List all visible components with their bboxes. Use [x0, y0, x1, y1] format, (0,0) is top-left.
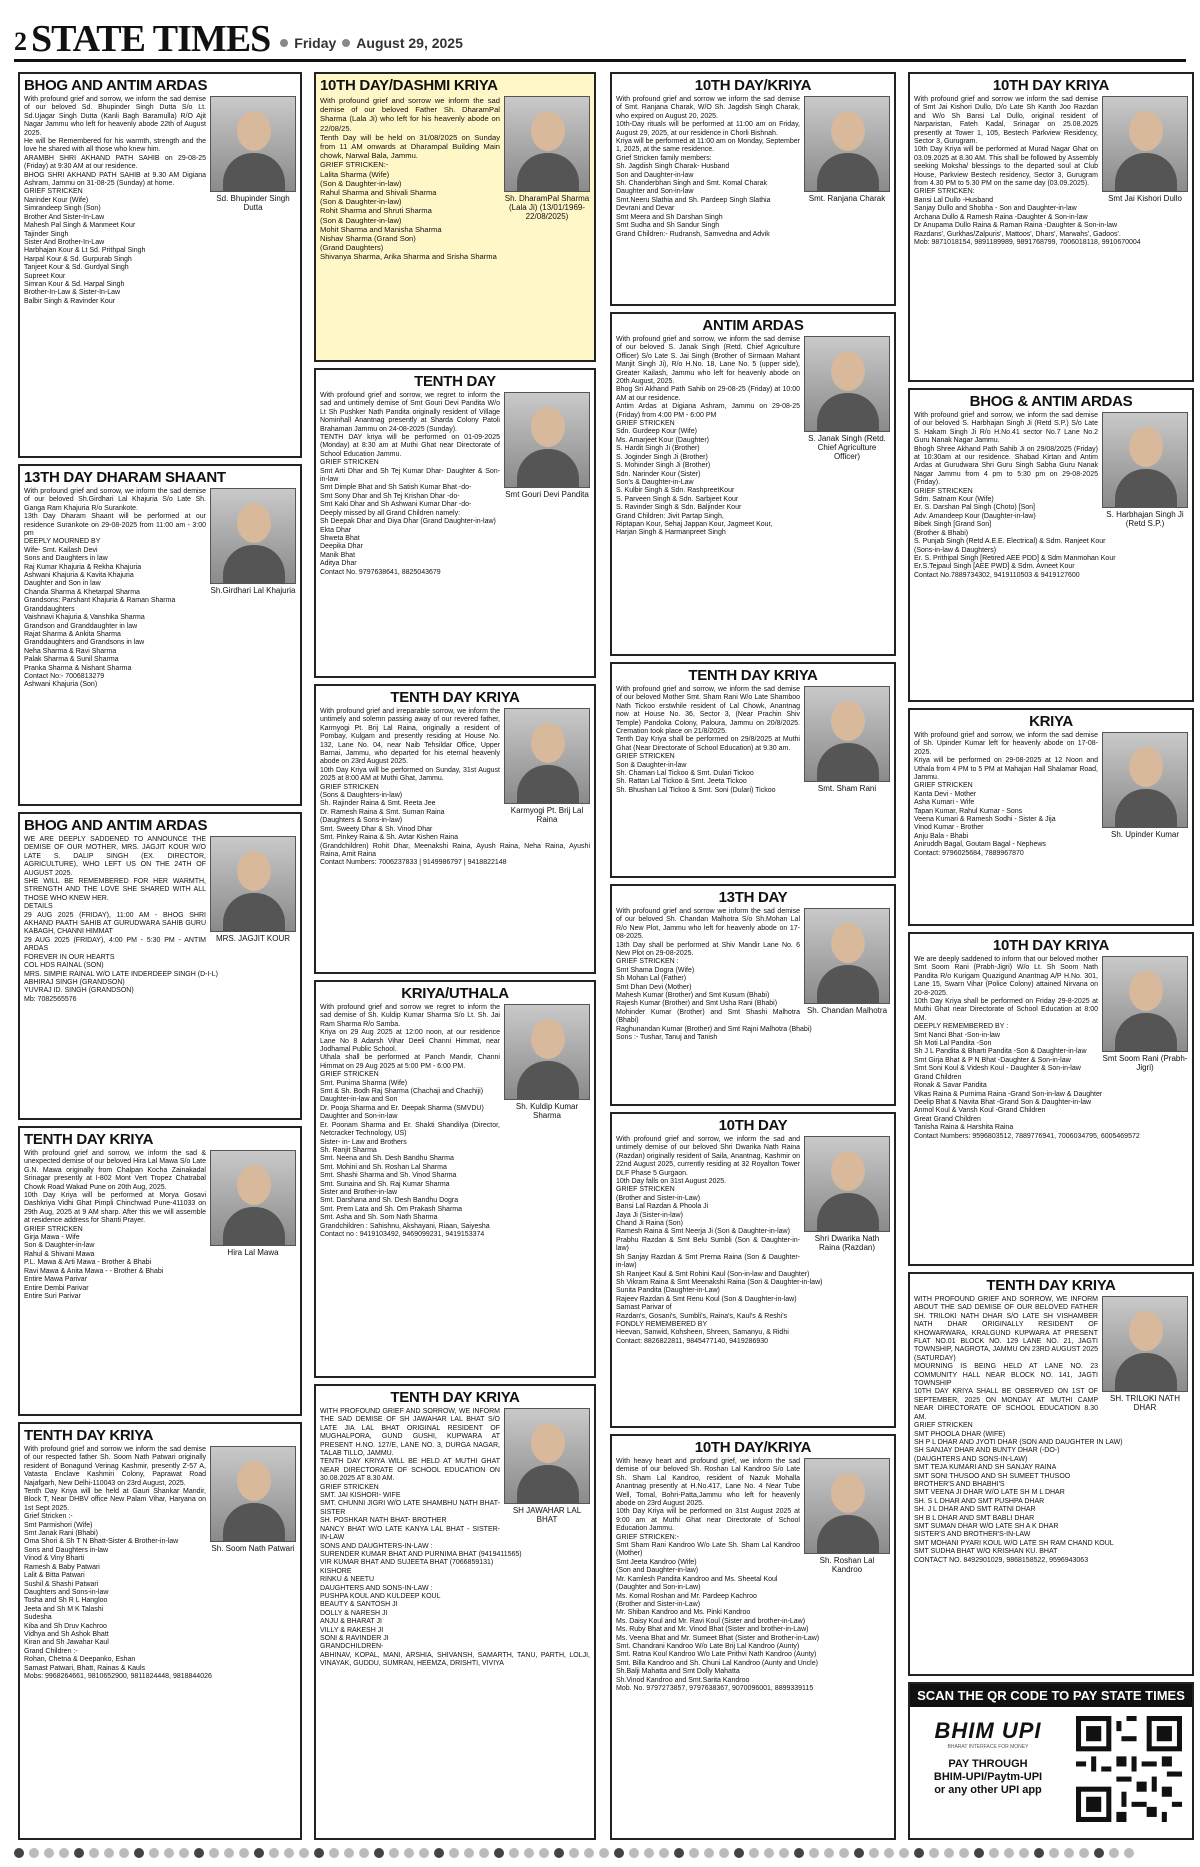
obituary-ad	[18, 1126, 302, 1416]
dateline-date: August 29, 2025	[356, 35, 463, 51]
portrait	[210, 836, 296, 943]
portrait-photo	[804, 686, 890, 782]
ad-body: We are deeply saddened to inform that our beloved mother Smt Soom Rani (Prabh-Jigri) W/o Lt. Sh Soom Nath Pandita R/o Kurigam Quazigund Anantnag A/P H.No. 301, Lane 15, Swarn Vihar (Police Colony) attained Nirvana on 20-8-2025. 10th Day Kriya shall be performed on Friday 29-8-2025 at Muthi Ghat near Directorate of School Education at 8:00 AM. DEEPLY REMEMBERED BY : Smt Nanci Bhat -Son-in-law Sh Moti Lal Pandita -Son Sh J L Pandita & Bharti Pandita -Son & Daughter-in-law Smt Girja Bhat & P N Bhat -Daughter & Son-in-law Smt Soni Koul & Videsh Koul - Daughter & Son-in-law Grand Children Ronak & Savar Pandita Vikas Raina & Purnima Raina -Grand Son-in-law & Daughter Deelip Bhat & Navita Bhat -Grand Son & Daughter-in-law Anmol Koul & Vansh Koul -Grand Children Great Grand Children Tanisha Raina & Harshita Raina Contact Numbers: 9596803512, 7889776941, 7006034795, 6005469572	[914, 956, 1140, 1140]
ad-body: WE ARE DEEPLY SADDENED TO ANNOUNCE THE DEMISE OF OUR MOTHER, MRS. JAGJIT KOUR W/O LATE S. DALIP SINGH (EX. DIRECTOR, AGRICULTURE), WHO LEFT US ON THE 24TH OF AUGUST 2025. SHE WILL BE REMEMBERED FOR HER WARMTH, STRENGTH AND THE LOVE SHE SHARED WITH ALL THOSE WHO KNEW HER. DETAILS 29 AUG 2025 (FRIDAY), 11:00 AM - BHOG SHRI AKHAND PAATH SAHIB AT GURUDWARA SAHIB GURU KABAGH, CHANNI HIMMAT 29 AUG 2025 (FRIDAY), 4:00 PM - 5:30 PM - ANTIM ARDAS FOREVER IN OUR HEARTS COL HDS RAINAL (SON) MRS. SIMPIE RAINAL W/O LATE INDERDEEP SINGH (D-I-L) ABHIRAJ SINGH (GRANDSON) YUVRAJ ID. SINGH (GRANDSON) Mb: 7082565576	[24, 836, 218, 1003]
ad-title: BHOG AND ANTIM ARDAS	[24, 77, 208, 94]
portrait-caption: Karmyogi Pt. Brij Lal Raina	[510, 806, 584, 824]
portrait	[1102, 412, 1188, 528]
obituary-ad	[18, 72, 302, 458]
portrait-caption: SH JAWAHAR LAL BHAT	[512, 1506, 582, 1524]
obituary-ad	[610, 662, 896, 878]
ad-title: TENTH DAY KRIYA	[390, 1389, 520, 1406]
portrait-photo	[210, 96, 296, 192]
ad-title: 10TH DAY/KRIYA	[694, 77, 812, 94]
portrait	[504, 392, 590, 499]
upi-payment-ad	[908, 1682, 1194, 1840]
portrait	[504, 1004, 590, 1120]
obituary-ad	[610, 312, 896, 656]
portrait-caption: Sh. DharamPal Sharma (Lala Ji) (13/01/1969-22/08/2025)	[504, 194, 590, 221]
ad-body: With profound grief and sorrow we inform the sad demise of Smt. Ranjana Charak, W/O Sh. Jagdish Singh Charak, who expired on August 20, 2025. 10th-Day rituals will be performed at 11:00 am on Friday, August 29, 2025, at our residence in Chorli Bishnah. Kriya will be performed at 11:00 am on Monday, September 1, 2025, at the same residence. Grief Stricken family members: Sh. Jagdish Singh Charak- Husband Son and Daughter-in-law Sh. Chanderbhan Singh and Smt. Komal Charak Daughter and Son-in-law Smt.Neeru Slathia and Sh. Pardeep Singh Slathia Devrani and Devar Smt Meera and Sh Darshan Singh Smt Sudha and Sh Sandur Singh Grand Children:- Rudransh, Samvedna and Advik	[616, 96, 800, 238]
portrait-photo	[1102, 956, 1188, 1052]
obituary-ad	[18, 464, 302, 806]
portrait	[504, 1408, 590, 1524]
obituary-ad	[18, 1422, 302, 1840]
portrait	[1102, 956, 1188, 1072]
obituary-ad	[908, 388, 1194, 702]
ad-body: With heavy heart and profound grief, we inform the sad demise of our beloved Sh. Roshan Lal Kandroo S/o Late Sh. Sham Lal Kandroo, resident of Nazuk Mohalla Anantnag presently at H.No.417, Lane No. 4 Near Tube Well, Tomal, Bohri-Patta,Jammu who left for heavenly abode on 23rd August 2025. 10th Day Kriya will be performed on 31st August 2025 at 9:00 am at Muthi Ghat near Directorate of School Education Jammu. GRIEF STRICKEN:- Smt Sham Rani Kandroo W/o Late Sh. Sham Lal Kandroo (Mother) Smt Jeeta Kandroo (Wife) (Son and Daughter-in-law) Mr. Kamlesh Pandita Kandroo and Ms. Sheetal Koul (Daughter and Son-in-Law) Ms. Komal Roshan and Mr. Pardeep Kachroo (Brother and Sister-in-Law) Mr. Shiban Kandroo and Ms. Pinki Kandroo Ms. Daisy Koul and Mr. Ravi Koul (Sister and brother-in-Law) Ms. Ruby Bhat and Mr. Vinod Bhat (Sister and brother-in-Law) Ms. Veena Bhat and Mr. Sumeet Bhat (Sister and Brother-in-Law) Smt. Chandrani Kandroo W/o Late Brij Lal Kandroo (Aunty) Smt. Ratna Koul Kandroo W/o Late Prithvi Nath Kandroo (Aunty) Smt. Billa Kandroo and Sh. Chuni Lal Kandroo (Aunty and Uncle) Sh.Balji Mahatta and Smt Dolly Mahatta Sh.Vinod Kandroo and Smt.Sarita Kandroo Mob. No. 9797273857, 9797638367, 9070096001, 8899339115	[616, 1458, 820, 1692]
portrait-photo	[504, 1004, 590, 1100]
ad-title: KRIYA/UTHALA	[401, 985, 509, 1002]
portrait-photo	[804, 908, 890, 1004]
portrait-photo	[804, 1136, 890, 1232]
obituary-ad	[610, 884, 896, 1106]
portrait-photo	[504, 392, 590, 488]
ad-body: With profound grief and sorrow, we inform the sad demise of our beloved S. Janak Singh (Retd. Chief Agriculture Officer) S/o Late S. Jai Singh (Brother of Sirmaan Mahant Manjit Singh Ji), R/o H.No. 18, Lane No. 5 (upper side), Greater Kailash, Jammu who left for heavenly abode on 20th August, 2025. Bhog Sri Akhand Path Sahib on 29-08-25 (Friday) at 10:00 AM at our residence. Antim Ardas at Digiana Ashram, Jammu on 29-08-25 (Friday) from 4:00 PM - 6:00 PM GRIEF STRICKEN Sdn. Gurdeep Kour (Wife) Ms. Amarjeet Kour (Daughter) S. Hardit Singh Ji (Brother) S. Joginder Singh Ji (Brother) S. Mohinder Singh Ji (Brother) Sdn. Narinder Kour (Sister) Son's & Daughter-in-Law S. Kulbir Singh & Sdn. RashpreetKour S. Parveen Singh & Sdn. Sarbjeet Kour S. Ravinder Singh & Sdn. Baljinder Kour Grand Children: Jivit Partap Singh, Riptapan Kour, Sehaj Jappan Kour, Jagmeet Kour, Harjan Singh & Harmanpreet Singh	[616, 336, 800, 537]
obituary-ad	[610, 1434, 896, 1840]
portrait	[504, 96, 590, 221]
portrait-caption: Sd. Bhupinder Singh Dutta	[216, 194, 290, 212]
masthead	[14, 18, 1186, 62]
portrait-photo	[804, 96, 890, 192]
portrait	[804, 1458, 890, 1574]
portrait	[804, 686, 890, 793]
ad-body: With profound grief and sorrow we inform the sad demise of our beloved Sh. Chandan Malhotra S/o Sh.Mohan Lal R/o New Plot, Jammu who left for heavenly abode on 17-08-2025. 13th Day shall be performed at Shiv Mandir Lane No. 6 New Plot on 29-08-2025. GRIEF STRICKEN : Smt Shama Dogra (Wife) Sh Mohan Lal (Father) Smt Dhan Devi (Mother) Mahesh Kumar (Brother) and Smt Kusum (Bhabi) Rajesh Kumar (Brother) and Smt Usha Rani (Bhabi) Mohinder Kumar (Brother) and Smt Shashi Malhotra (Bhabi) Raghunandan Kumar (Brother) and Smt Rajni Malhotra (Bhabi) Sons :- Tushar, Tanuj and Tanish	[616, 908, 812, 1042]
portrait-photo	[1102, 412, 1188, 508]
portrait	[504, 708, 590, 824]
ad-body: With profound grief and sorrow, we inform the sad & unexpected demise of our beloved Hira Lal Mawa S/o Late G.N. Mawa originally from Chalpan Kocha Zainakadal Srinagar presently at I-802 Mont Vert Tropez Chatrabal Chowk Road Wakad Pune on 20th Aug, 2025. 10th Day Kriya will be performed at Morya Gosavi Dashkriya Vidhi Ghat Pimpli Chinchwad Pune-411033 on 29th Aug, 2025 at 9 AM sharp. After this we will assemble at residence address for Shanti Prayer. GRIEF STRICKEN Girja Mawa - Wife Son & Daughter-in-law Rahul & Shivani Mawa P.L. Mawa & Arti Mawa - Brother & Bhabi Ravi Mawa & Anita Mawa - - Brother & Bhabi Entire Mawa Parivar Entire Dembi Parivar Entire Suri Parivar	[24, 1150, 206, 1300]
portrait	[804, 96, 890, 203]
ad-title: KRIYA	[1029, 713, 1073, 730]
portrait-photo	[210, 1446, 296, 1542]
qr-code-icon[interactable]	[1076, 1716, 1182, 1822]
ad-title: 10TH DAY KRIYA	[992, 937, 1110, 954]
portrait	[210, 1150, 296, 1257]
obituary-ad	[314, 1384, 596, 1840]
ad-title: 13TH DAY	[718, 889, 788, 906]
portrait-photo	[210, 1150, 296, 1246]
obituary-ad-highlighted	[314, 72, 596, 362]
ad-title: TENTH DAY KRIYA	[24, 1131, 154, 1148]
ad-title: BHOG AND ANTIM ARDAS	[24, 817, 208, 834]
portrait-photo	[1102, 1296, 1188, 1392]
ad-title: 10TH DAY/DASHMI KRIYA	[320, 77, 498, 94]
footer-dots	[14, 1846, 1186, 1860]
portrait-caption: Sh. Roshan Lal Kandroo	[819, 1556, 875, 1574]
obituary-ad	[908, 708, 1194, 926]
paper-logo: STATE TIMES	[31, 18, 271, 60]
bhim-tagline: BHARAT INTERFACE FOR MONEY	[947, 1744, 1029, 1750]
ad-body: WITH PROFOUND GRIEF AND SORROW, WE INFORM THE SAD DEMISE OF SH JAWAHAR LAL BHAT S/O LATE JIA LAL BHAT ORIGINAL RESIDENT OF MUGHALPORA, GUND GUSHI, KUPWARA AT PRESENT H.NO. 127/E, LANE NO. 3, DURGA NAGAR, TALAB TILLO, JAMMU. TENTH DAY KRIYA WILL BE HELD AT MUTHI GHAT NEAR DIRECTORATE OF SCHOOL EDUCATION ON 30.08.2025 AT 8.30 AM. GRIEF STRICKEN SMT. JAI KISHORI- WIFE SMT. CHUNNI JIGRI W/O LATE SHAMBHU NATH BHAT- SISTER SH. POSHKAR NATH BHAT- BROTHER NANCY BHAT W/O LATE KANYA LAL BHAT - SISTER-IN-LAW SONS AND DAUGHTERS-IN-LAW : SURENDER KUMAR BHAT AND PURNIMA BHAT (9419411565) VIR KUMAR BHAT AND SUJEETA BHAT (7066859131) KISHORE RINKU & NEETU DAUGHTERS AND SONS-IN-LAW : PUSHPA KOUL AND KULDEEP KOUL BEAUTY & SANTOSH JI DOLLY & NARESH JI ANJU & BHARAT JI VILLY & RAKESH JI SONI & RAVINDER JI GRANDCHILDREN- ABHINAV, KOPAL, MANI, ARSHIA, SHIVANSH, SAMARTH, TANU, PARTH, LOLJI, VINAYAK, GUDDU, SUMRAN, HEEMZA, DRISHTI, VIVIYA	[320, 1408, 590, 1668]
ad-body: With profound grief and sorrow, we inform the sad demise of our beloved S. Harbhajan Singh Ji (Retd S.P.) S/o Late S. Hakam Singh Ji R/o H.No.41 sector No.7 Lane No.2 Guru Nanak Nagar Jammu. Bhogh Shree Akhand Path Sahib Ji on 29/08/2025 (Friday) at 10:30am at our residence. Shabad Kirtan and Antim Ardas at Gurudwara Shri Guru Singh Sabha Guru Nanak Nagar Jammu from 4 pm to 5:30 pm on 29-08-2025 (Friday). GRIEF STRICKEN Sdm. Satnam Kour (Wife) Er. S. Darshan Pal Singh (Choto) [Son] Adv. Amandeep Kour (Daughter-in-law) Bibek Singh [Grand Son] (Brother & Bhabi) S. Punjab Singh (Retd A.E.E. Electrical) & Sdrn. Ranjeet Kour (Sons-in-law & Daughters) Er. S. Prithipal Singh [Retired AEE PDD] & Sdm Manmohan Kour Er.S.Tejpaul Singh [AEE PWD] & Sdrn. Avneet Kour Contact No.7889734302, 9419110503 & 9419127600	[914, 412, 1116, 579]
portrait-photo	[504, 96, 590, 192]
portrait-photo	[504, 708, 590, 804]
portrait-caption: Sh.Girdhari Lal Khajuria	[210, 586, 296, 595]
portrait-caption: Sh. Kuldip Kumar Sharma	[515, 1102, 579, 1120]
ad-body: With profound grief and irreparable sorrow, we inform the untimely and solemn passing away of our revered father, Karmyogi Pt. Brij Lal Raina, originally a resident of Pombay, Kulgam and presently residing at House No. 132, Lane No. 04, near Naib Tehsildar Office, Upper Barnai, Jammu, who departed for his eternal heavenly abode on 23rd August 2025. 10th Day Kriya will be performed on Sunday, 31st August 2025 at 8:00 AM at Muthi Ghat, Jammu. GRIEF STRICKEN (Sons & Daughters-in-law) Sh. Rajinder Raina & Smt. Reeta Jee Dr. Ramesh Raina & Smt. Suman Raina (Daughters & Sons-in-law) Smt. Sweety Dhar & Sh. Vinod Dhar Smt. Pinkey Raina & Sh. Avtar Kishen Raina (Grandchildren) Rohit Dhar, Meenakshi Raina, Ayush Raina, Neha Raina, Ayushi Raina, Amit Raina Contact Numbers: 7006237833 | 9149986797 | 9418822148	[320, 708, 590, 867]
bhim-logo	[918, 1718, 1058, 1797]
portrait	[210, 96, 296, 212]
portrait-photo	[804, 336, 890, 432]
ad-title: 10TH DAY/KRIYA	[694, 1439, 812, 1456]
ad-body: With profound grief and sorrow, we inform the sad and untimely demise of our beloved Shri Dwarika Nath Raina (Razdan) originally resident of Saila, Anantnag, Kashmir on 22nd August 2025, currently residing at 32 Royalton Tower DLF Phase 5 Gurgaon. 10th Day falls on 31st August 2025. GRIEF STRICKEN (Brother and Sister-in-Law) Bansi Lal Razdan & Phoola Ji Jaya Ji (Sister-in-law) Chand Ji Raina (Son) Ramesh Raina & Smt Neerja Ji (Son & Daughter-in-law) Prabhu Razdan & Smt Belu Sumbli (Son & Daughter-in-law) Sh Sanjay Razdan & Smt Prerna Raina (Son & Daughter-in-law) Sh Ranjeet Kaul & Smt Rohini Kaul (Son-in-law and Daughter) Sh Vikram Raina & Smt Meenakshi Raina (Son & Daughter-in-law) Sunita Pandita (Daughter-in-Law) Rajeev Razdan & Smt Renu Koul (Son & Daughter-in-law) Samast Parivar of Razdan's, Gosani's, Sumbli's, Raina's, Kaul's & Reshi's FONDLY REMEMBERED BY Heevan, Sanwid, Kohsheen, Shreen, Samanyu, & Ridhi Contact: 8826822811, 9845477140, 9419286930	[616, 1136, 823, 1345]
portrait-photo	[1102, 96, 1188, 192]
ad-title: 10TH DAY KRIYA	[992, 77, 1110, 94]
portrait-caption: Sh. Upinder Kumar	[1110, 830, 1180, 839]
portrait-photo	[504, 1408, 590, 1504]
bullet-icon	[280, 39, 288, 47]
ad-title: TENTH DAY KRIYA	[24, 1427, 154, 1444]
portrait-photo	[1102, 732, 1188, 828]
ad-title: 13TH DAY DHARAM SHAANT	[24, 469, 226, 486]
pay-through-text: PAY THROUGH BHIM-UPI/Paytm-UPI or any other UPI app	[933, 1758, 1043, 1796]
portrait-caption: S. Harbhajan Singh Ji (Retd S.P.)	[1106, 510, 1184, 528]
portrait	[804, 336, 890, 461]
ad-body: With profound grief and sorrow, we regret to inform the sad and untimely demise of Smt Gouri Devi Pandita W/o Lt Sh Pushker Nath Pandita originally resident of Village Nominhall Anantnag presently at Sharda Colony Patoli Brahaman Jammu on 24-08-2025 (Sunday). TENTH DAY kriya will be performed on 01-09-2025 (Monday) at 8:30 am at Muthi Ghat near Directorate of School Education Jammu. GRIEF STRICKEN Smt Arti Dhar and Sh Tej Kumar Dhar- Daughter & Son-in-law Smt Dimple Bhat and Sh Satish Kumar Bhat -do- Smt Sony Dhar and Sh Tej Krishan Dhar -do- Smt Kaki Dhar and Sh Ashwani Kumar Dhar -do- Deeply missed by all Grand Children namely: Sh Deepak Dhar and Diya Dhar (Grand Daughter-in-law) Ekta Dhar Shweta Bhat Deepika Dhar Manik Bhat Aditya Dhar Contact No. 9797638641, 8825043679	[320, 392, 500, 576]
portrait-caption: Smt. Ranjana Charak	[808, 194, 886, 203]
ad-body: With profound grief and sorrow, we inform the sad demise of our beloved Sd. Bhupinder Singh Dutta S/o Lt. Sd.Ujagar Singh Dutta (Kanli Bagh Baramulla) R/O Ajit Nagar Jammu who left for heavenly abode 22th of August 2025. He will be Remembered for his warmth, strength and the love he shared with all those who knew him. ARAMBH SHRI AKHAND PATH SAHIB on 29-08-25 (Friday) at 9:30 AM at our residence. BHOG SHRI AKHAND PATH SAHIB at 9.30 AM Digiana Ashram, Jammu on 31-08-25 (Sunday) at home. GRIEF STRICKEN Narinder Kour (Wife) Simrandeep Singh (Son) Brother And Sister-In-Law Mahesh Pal Singh & Manmeet Kour Tajinder Singh Sister And Brother-In-Law Harbhajan Kour & Lt Sd. Prithpal Singh Harpal Kour & Sd. Gurpurab Singh Tanjeet Kour & Sd. Gurdyal Singh Supreet Kour Simran Kour & Sd. Harpal Singh Brother-In-Law & Sister-In-Law Balbir Singh & Ravinder Kour	[24, 96, 206, 305]
portrait-photo	[210, 488, 296, 584]
ad-body: With profound grief and sorrow we inform the sad demise of our respected father Sh. Soom Nath Patwari originally resident of Bonagund Verinag Kashmir, presently Z-57 A, Vatasta Enclave Kashmiri Colony, Paprawat Road Najafgarh, New Delhi-110043 on 23rd August, 2025. Tenth Day Kriya will be held at Gauri Shankar Mandir, Block T, Near DHBV office New Palam Vihar, Haryana on 1st Sept 2025. Grief Stricken :- Smt Parmishori (Wife) Smt Janak Rani (Bhabi) Oma Shori & Sh T N Bhatt-Sister & Brother-in-law Sons and Daughters in-law Vinod & Viny Bharti Ramesh & Baby Patwari Lalit & Bitta Patwari Sushil & Shashi Patwari Daughters and Sons-in-law Tosha and Sh R L Hangloo Jeeta and Sh M K Talashi Sudesha Kiba and Sh Druv Kachroo Vidhya and Sh Ashok Bhatt Kiran and Sh Jawahar Kaul Grand Children :- Rohan, Chetna & Deepanko, Eshan Samast Patwari, Bhatt, Rainas & Kauls Mobs: 9968264661, 9810652900, 9811824448, 9818844026	[24, 1446, 212, 1680]
portrait-caption: Sh. Soom Nath Patwari	[211, 1544, 295, 1553]
ad-title: TENTH DAY KRIYA	[390, 689, 520, 706]
obituary-ad	[18, 812, 302, 1120]
portrait-caption: S. Janak Singh (Retd. Chief Agriculture Officer)	[808, 434, 886, 461]
bhim-brand: BHIM UPI	[934, 1718, 1042, 1743]
portrait-photo	[210, 836, 296, 932]
portrait	[804, 908, 890, 1015]
portrait-caption: Smt Soom Rani (Prabh-Jigri)	[1102, 1054, 1188, 1072]
obituary-ad	[610, 1112, 896, 1428]
obituary-ad	[908, 72, 1194, 382]
ad-body: With profound grief and sorrow we inform the sad demise of our beloved Father Sh. DharamPal Sharma (Lala Ji) who left for his heavenly abode on 22/08/25. Tenth Day will be held on 31/08/2025 on Sunday from 11 AM onwards at Dharampal Building Main chowk, Narwal Bala, Jammu. GRIEF STRICKEN:- Lalita Sharma (Wife) (Son & Daughter-in-law) Rahul Sharma and Shivali Sharma (Son & Daughter-in-law) Rohit Sharma and Shruti Sharma (Son & Daughter-in-law) Mohit Sharma and Manisha Sharma Nishav Sharma (Grand Son) (Grand Daughters) Shivanya Sharma, Arika Sharma and Srisha Sharma	[320, 96, 500, 262]
bullet-icon	[342, 39, 350, 47]
obituary-ad	[314, 980, 596, 1378]
portrait-caption: Smt. Sham Rani	[817, 784, 877, 793]
page-number: 2	[14, 27, 27, 56]
portrait	[210, 488, 296, 595]
ad-body: With profound grief and sorrow, we inform the sad demise of our beloved Sh.Girdhari Lal Khajuria S/o Late Sh. Ganga Ram Khajuria R/o Surankote. 13th Day Dharam Shaant will be performed at our residence Surankote on 29-08-2025 from 11:00 am - 3:00 pm DEEPLY MOURNED BY Wife- Smt. Kailash Devi Sons and Daughters in law Raj Kumar Khajuria & Rekha Khajuria Ashwani Khajuria & Kavita Khajuria Daughter and Son in law Chanda Sharma & Khetarpal Sharma Grandsons: Parshant Khajuria & Raman Sharma Granddaughters Vaishnavi Khajuria & Vanshika Sharma Grandson and Granddaughter in law Rajat Sharma & Ankita Sharma Granddaughters and Grandsons in law Neha Sharma & Ravi Sharma Palak Sharma & Sunil Sharma Pranka Sharma & Nishant Sharma Contact No:- 7006813279 Ashwani Khajuria (Son)	[24, 488, 206, 689]
obituary-ad	[314, 684, 596, 974]
ad-body: With profound grief and sorrow, we inform the sad demise of Sh. Upinder Kumar left for heavenly abode on 17-08-2025. Kriya will be performed on 29-08-2025 at 12 Noon and Uthala from 4 PM to 5 PM at Mahajan Hall Shalamar Road, Jammu. GRIEF STRICKEN Kanta Devi - Mother Asha Kumari - Wife Tapan Kumar, Rahul Kumar - Sons Veena Kumari & Ramesh Sodhi - Sister & Jija Vinod Kumar - Brother Anju Bala - Bhabi Aniruddh Bagal, Goutam Bagal - Nephews Contact: 9796025684, 7889967870	[914, 732, 1098, 857]
ad-body: WITH PROFOUND GRIEF AND SORROW, WE INFORM ABOUT THE SAD DEMISE OF OUR BELOVED FATHER SH. TRILOKI NATH DHAR S/O LATE SH VISHAMBER NATH DHAR ORIGINALLY RESIDENT OF KHOWARWARA, KRALGUND KUPWARA AT PRESENT FLAT NO.01 BLOCK NO. 129 LANE NO. 21, JAGTI TOWNSHIP, NAGROTA, JAMMU ON 23RD AUGUST 2025 (SATURDAY) MOURNING IS BEING HELD AT LANE NO. 23 COMMUNITY HALL NEAR BLOCK NO. 141, JAGTI TOWNSHIP 10TH DAY KRIYA SHALL BE OBSERVED ON 1ST OF SEPTEMBER, 2025 ON MONDAY AT MUTHI CAMP NEAR DIRECTORATE OF SCHOOL EDUCATION 8.30 AM. GRIEF STRICKEN SMT PHOOLA DHAR (WIFE) SH P L DHAR AND JYOTI DHAR (SON AND DAUGHTER IN LAW) SH SANJAY DHAR AND BUNTY DHAR (-DO-) (DAUGHTERS AND SONS-IN-LAW) SMT TEJA KUMARI AND SH SANJAY RAINA SMT SONI THUSOO AND SH SUMEET THUSOO BROTHER'S AND BHABHI'S SMT VEENA JI DHAR W/O LATE SH M L DHAR SH. S L DHAR AND SMT PUSHPA DHAR SH. J L DHAR AND SMT RATNI DHAR SH B L DHAR AND SMT BABLI DHAR SMT SUMAN DHAR W/O LATE SH A K DHAR SISTER'S AND BROTHER'S-IN-LAW SMT MOHANI PYARI KOUL W/O LATE SH RAM CHAND KOUL SMT SUDHA BHAT W/O KRISHAN KU. BHAT CONTACT NO. 8492901029, 9868158522, 9596943063	[914, 1296, 1123, 1564]
portrait-caption: Smt Gouri Devi Pandita	[505, 490, 589, 499]
obituary-ad	[610, 72, 896, 306]
portrait	[1102, 96, 1188, 203]
portrait-caption: Shri Dwarika Nath Raina (Razdan)	[814, 1234, 880, 1252]
obituary-ad	[314, 368, 596, 678]
obituary-ad	[908, 932, 1194, 1266]
portrait	[1102, 1296, 1188, 1412]
portrait-photo	[804, 1458, 890, 1554]
ad-body: With profound grief and sorrow we inform the sad demise of Smt Jai Kishori Dullo, D/o Late Sh Kanth Joo Razdan and W/o Sh Bansi Lal Dullo, original resident of Narparistan, Fateh Kadal, Srinagar on 25.08.2025 presently at Tower 1, 105, Bestech Parkview Residency, Sector 3, Gurugram. 10th Day Kriya will be performed at Murad Nagar Ghat on 03.09.2025 at 8.30 AM. This shall be followed by Assembly seeking Moksha/ blessings to the departed soul at Club House, Parkview Bestech residency, Sector 3, Gurugram from 4.30 PM to 5.30 PM on the same day (03.09.2025). GRIEF STRICKEN: Bansi Lal Dullo -Husband Sanjay Dullo and Shobha - Son and Daughter-in-law Archana Dullo & Ramesh Raina -Daughter & Son-in-law Dr Anupama Dullo Raina & Raman Raina -Daughter & Son-in-law Razdans', Gurkhas/Zalpuris', Mattoos', Dhars', Marwahs', Gadoos'. Mob: 9871018154, 9891189989, 9891768799, 7006018118, 9910670004	[914, 96, 1141, 246]
dateline-day: Friday	[294, 35, 337, 51]
qr-heading: SCAN THE QR CODE TO PAY STATE TIMES	[910, 1684, 1192, 1707]
portrait-caption: MRS. JAGJIT KOUR	[215, 934, 291, 943]
dateline	[280, 35, 463, 51]
portrait-caption: Sh. Chandan Malhotra	[806, 1006, 888, 1015]
ad-title: TENTH DAY KRIYA	[688, 667, 818, 684]
ad-title: TENTH DAY	[414, 373, 496, 390]
portrait	[1102, 732, 1188, 839]
portrait	[804, 1136, 890, 1252]
ad-title: ANTIM ARDAS	[702, 317, 804, 334]
ad-body: With profound grief and sorrow we regret to inform the sad demise of Sh. Kuldip Kumar Sharma S/o Lt. Sh. Jai Ram Sharma R/o Samba. Kriya on 29 Aug 2025 at 12:00 noon, at our residence Lane No 8 Adarsh Vihar Deeli Channi Himmat, near Jodhamal Public School. Uthala shall be performed at Panch Mandir, Channi Himmat on 29 Aug 2025 at 5:00 PM - 6:00 PM. GRIEF STRICKEN Smt. Punima Sharma (Wife) Smt & Sh. Bodh Raj Sharma (Chachaji and Chachiji) Daughter-in-law and Son Dr. Pooja Sharma and Er. Deepak Sharma (SMVDU) Daughter and Son-in-law Er. Poonam Sharma and Er. Shakti Shandilya (Director, Netcracker Technology, US) Sister- in- Law and Brothers Sh. Ranjit Sharma Smt. Neena and Sh. Desh Bandhu Sharma Smt. Mohini and Sh. Roshan Lal Sharma Smt. Shashi Sharma and Sh. Vinod Sharma Smt. Sunaina and Sh. Raj Kumar Sharma Sister and Brother-in-law Smt. Darshana and Sh. Desh Bandhu Dogra Smt. Prem Lata and Sh. Om Prakash Sharma Smt. Asha and Sh. Som Nath Sharma Grandchildren : Sahishnu, Akshayani, Riaan, Saiyesha Contact no : 9419103492, 9469099231, 9419153374	[320, 1004, 500, 1238]
portrait-caption: Smt Jai Kishori Dullo	[1108, 194, 1182, 203]
ad-title: BHOG & ANTIM ARDAS	[969, 393, 1133, 410]
portrait-caption: Hira Lal Mawa	[227, 1248, 279, 1257]
ad-body: With profound grief and sorrow, we inform the sad demise of our beloved Mother Smt. Sham Rani W/o Late Shamboo Nath Tickoo erstwhile resident of Lal Chowk, Anantnag now at House No. 36, Sector 3, (Near Prachin Shiv Temple) Pandoka Colony, Paloura, Jammu on 20/8/2025. Cremation took place on 21/8/2025. Tenth Day Kriya shall be performed on 29/8/2025 at Muthi Ghat (Near Directorate of School Education) at 9.30 am. GRIEF STRICKEN Son & Daughter-in-law Sh. Chaman Lal Tickoo & Smt. Dulari Tickoo Sh. Rattan Lal Tickoo & Smt. Jeeta Tickoo Sh. Bhushan Lal Tickoo & Smt. Soni (Dulari) Tickoo	[616, 686, 800, 794]
obituary-ad	[908, 1272, 1194, 1676]
ad-title: 10TH DAY	[718, 1117, 788, 1134]
portrait-caption: SH. TRILOKI NATH DHAR	[1110, 1394, 1180, 1412]
portrait	[210, 1446, 296, 1553]
ad-title: TENTH DAY KRIYA	[986, 1277, 1116, 1294]
